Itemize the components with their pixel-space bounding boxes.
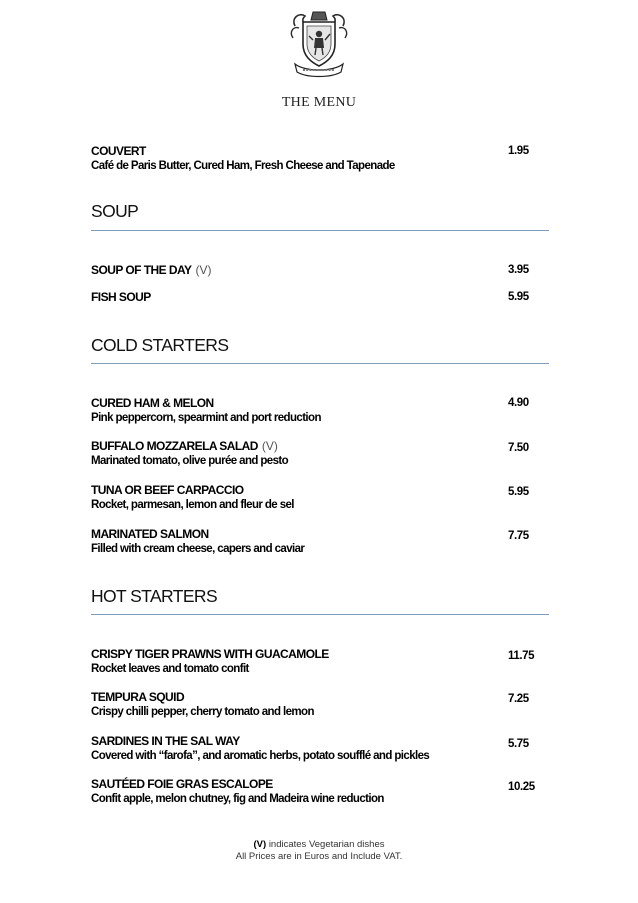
item-name: SARDINES IN THE SAL WAY	[91, 734, 240, 748]
item-price: 3.95	[508, 264, 529, 276]
vegetarian-mark: (V)	[195, 263, 212, 277]
menu-item	[91, 262, 531, 278]
section-divider	[91, 363, 549, 364]
item-description: Pink peppercorn, spearmint and port reduction	[91, 412, 321, 424]
menu-item	[91, 689, 531, 720]
item-description: Filled with cream cheese, capers and caviar	[91, 543, 305, 555]
item-description: Confit apple, melon chutney, fig and Madeira wine reduction	[91, 793, 384, 805]
item-description: Crispy chilli pepper, cherry tomato and lemon	[91, 706, 314, 718]
section-divider	[91, 230, 549, 231]
menu-item	[91, 395, 531, 426]
menu-footer	[0, 839, 638, 863]
item-description: Marinated tomato, olive purée and pesto	[91, 455, 289, 467]
item-name: CURED HAM & MELON	[91, 396, 214, 410]
menu-item	[91, 289, 531, 305]
item-name: SAUTÉED FOIE GRAS ESCALOPE	[91, 777, 273, 791]
section-title-cold-starters: COLD STARTERS	[91, 335, 229, 355]
item-price: 5.75	[508, 738, 529, 750]
item-price: 4.90	[508, 397, 529, 409]
item-price: 5.95	[508, 291, 529, 303]
vegetarian-mark: (V)	[261, 439, 278, 453]
section-divider	[91, 614, 549, 615]
item-name: CRISPY TIGER PRAWNS WITH GUACAMOLE	[91, 647, 329, 661]
item-name: FISH SOUP	[91, 290, 151, 304]
vegetarian-note: (V) indicates Vegetarian dishes	[253, 839, 385, 850]
item-price: 7.25	[508, 693, 529, 705]
item-price: 11.75	[508, 650, 535, 662]
item-description: Rocket, parmesan, lemon and fleur de sel	[91, 499, 294, 511]
item-name: TEMPURA SQUID	[91, 690, 185, 704]
menu-item	[91, 143, 531, 174]
item-description: Café de Paris Butter, Cured Ham, Fresh Cheese and Tapenade	[91, 160, 395, 172]
prices-note: All Prices are in Euros and Include VAT.	[235, 851, 403, 862]
item-price: 7.50	[508, 442, 529, 454]
section-title-hot-starters: HOT STARTERS	[91, 586, 218, 606]
item-name: MARINATED SALMON	[91, 527, 209, 541]
item-name: BUFFALO MOZZARELA SALAD (V)	[91, 439, 278, 453]
item-price: 1.95	[508, 145, 529, 157]
item-name: COUVERT	[91, 144, 146, 158]
section-title-soup: SOUP	[91, 201, 139, 221]
menu-item	[91, 646, 531, 677]
item-price: 7.75	[508, 530, 529, 542]
menu-item	[91, 526, 531, 557]
heraldic-crest-icon	[289, 8, 349, 78]
menu-item	[91, 733, 531, 764]
item-price: 10.25	[508, 781, 535, 793]
item-price: 5.95	[508, 486, 529, 498]
menu-item	[91, 482, 531, 513]
item-name: SOUP OF THE DAY (V)	[91, 263, 212, 277]
vegetarian-mark: (V)	[253, 839, 267, 850]
menu-item	[91, 776, 531, 807]
item-name: TUNA OR BEEF CARPACCIO	[91, 483, 244, 497]
item-description: Covered with “farofa”, and aromatic herbs, potato soufflé and pickles	[91, 750, 430, 762]
item-description: Rocket leaves and tomato confit	[91, 663, 249, 675]
menu-title: THE MENU	[281, 95, 357, 110]
menu-item	[91, 438, 531, 469]
